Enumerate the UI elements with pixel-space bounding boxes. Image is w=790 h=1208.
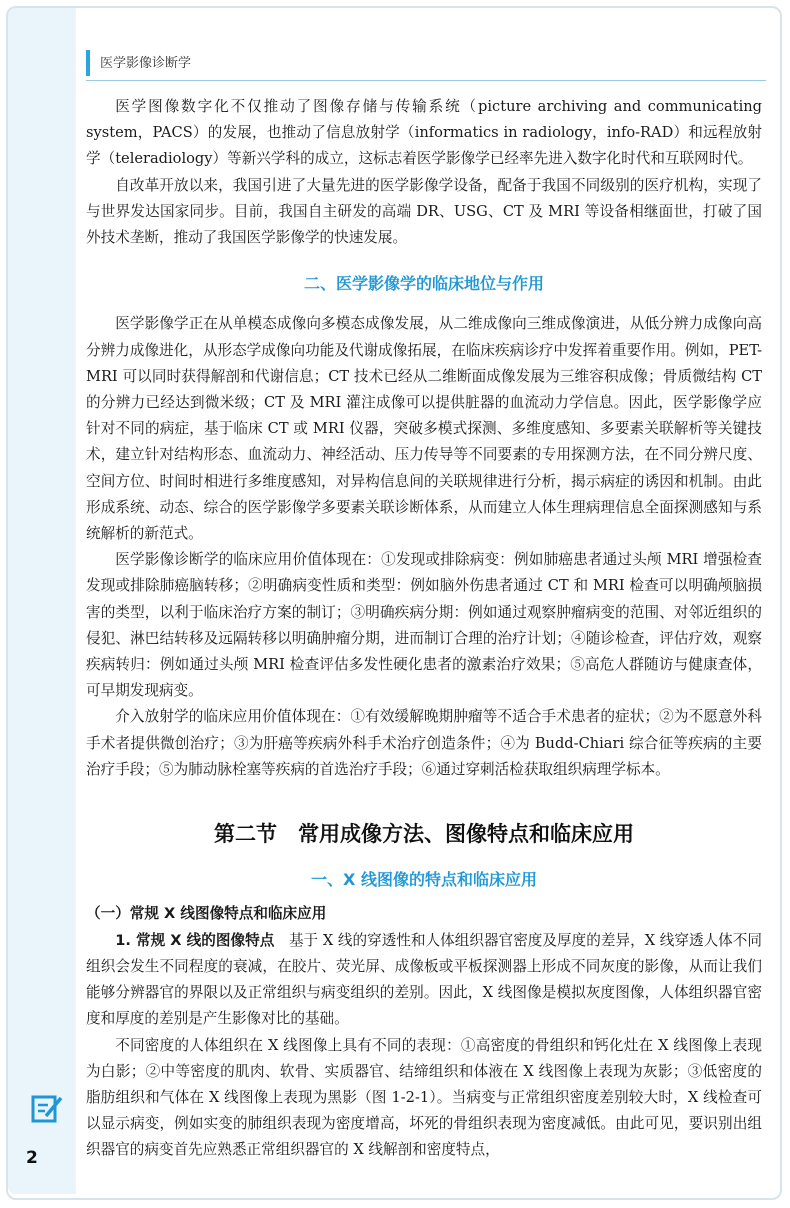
section-heading: 二、医学影像学的临床地位与作用 — [303, 274, 544, 294]
header-rule — [86, 80, 766, 81]
paragraph — [86, 928, 762, 1033]
subsection-heading: （一）常规 X 线图像特点和临床应用 — [86, 905, 327, 923]
paragraph: 医学图像数字化不仅推动了图像存储与传输系统（picture archiving and communicating system，PACS）的发展，也推动了信息放射学（informatics in radiology，info-RAD）和远程放射学（teleradiology）等新兴学科的成立，这标志着医学影像学已经率先进入数字化时代和互联网时代。 — [86, 98, 762, 168]
item-title: 1. 常规 X 线的图像特点 — [115, 931, 275, 949]
paragraph: 自改革开放以来，我国引进了大量先进的医学影像学设备，配备于我国不同级别的医疗机构，实现了与世界发达国家同步。目前，我国自主研发的高端 DR、USG、CT 及 MRI 等设备相继面世，打破了国外技术垄断，推动了我国医学影像学的快速发展。 — [86, 176, 762, 247]
page-sidebar — [8, 8, 76, 1194]
paragraph: 医学影像学正在从单模态成像向多模态成像发展，从二维成像向三维成像演进，从低分辨力成像向高分辨力成像进化，从形态学成像向功能及代谢成像拓展，在临床疾病诊疗中发挥着重要作用。例如，PET-MRI 可以同时获得解剖和代谢信息；CT 技术已经从二维断面成像发展为三维容积成像；骨质微结构 CT 的分辨力已经达到微米级；CT 及 MRI 灌注成像可以提供脏器的血流动力学信息。因此，医学影像学应针对不同的病症，基于临床 CT 或 MRI 仪器，突破多模式探测、多维度感知、多要素关联解析等关键技术，建立针对结构形态、血流动力、神经活动、压力传导等不同要素的专用探测方法，在不同分辨尺度、空间方位、时间时相进行多维度感知，对异构信息间的关联规律进行分析，揭示病症的诱因和机制。由此形成系统、动态、综合的医学影像学多要素关联诊断体系，从而建立人体生理病理信息全面探测感知与系统解析的新范式。 — [86, 315, 762, 543]
page-number: 2 — [26, 1148, 38, 1168]
note-edit-icon — [30, 1092, 64, 1126]
running-header-title: 医学影像诊断学 — [100, 56, 192, 71]
section-heading: 一、X 线图像的特点和临床应用 — [311, 870, 537, 890]
paragraph: 医学影像诊断学的临床应用价值体现在：①发现或排除病变：例如肺癌患者通过头颅 MRI 增强检查发现或排除肺癌脑转移；②明确病变性质和类型：例如脑外伤患者通过 CT 和 MRI 检查可以明确颅脑损害的类型，以利于临床治疗方案的制订；③明确疾病分期：例如通过观察肿瘤病变的范围、对邻近组织的侵犯、淋巴结转移及远隔转移以明确肿瘤分期，进而制订合理的治疗计划；④随诊检查，评估疗效，观察疾病转归：例如通过头颅 MRI 检查评估多发性硬化患者的激素治疗效果；⑤高危人群随访与健康查体，可早期发现病变。 — [86, 551, 762, 700]
page-body — [86, 94, 762, 1164]
item-text: 基于 X 线的穿透性和人体组织器官密度及厚度的差异，X 线穿透人体不同组织会发生不同程度的衰减，在胶片、荧光屏、成像板或平板探测器上形成不同灰度的影像，从而让我们能够分辨器官的界限以及正常组织与病变组织的差别。因此，X 线图像是模拟灰度图像，人体组织器官密度和厚度的差别是产生影像对比的基础。 — [86, 931, 762, 1028]
paragraph: 不同密度的人体组织在 X 线图像上具有不同的表现：①高密度的骨组织和钙化灶在 X 线图像上表现为白影；②中等密度的肌肉、软骨、实质器官、结缔组织和体液在 X 线图像上表现为灰影；③低密度的脂肪组织和气体在 X 线图像上表现为黑影（图 1-2-1）。当病变与正常组织密度差别较大时，X 线检查可以显示病变，例如实变的肺组织表现为密度增高，坏死的骨组织表现为密度减低。由此可见，要识别出组织器官的病变首先应熟悉正常组织器官的 X 线解剖和密度特点， — [86, 1036, 762, 1159]
paragraph: 介入放射学的临床应用价值体现在：①有效缓解晚期肿瘤等不适合手术患者的症状；②为不愿意外科手术者提供微创治疗；③为肝癌等疾病外科手术治疗创造条件；④为 Budd-Chiari 综合征等疾病的主要治疗手段；⑤为肺动脉栓塞等疾病的首选治疗手段；⑥通过穿刺活检获取组织病理学标本。 — [86, 708, 762, 778]
header-accent-bar — [86, 50, 90, 76]
chapter-heading: 第二节 常用成像方法、图像特点和临床应用 — [214, 822, 634, 847]
